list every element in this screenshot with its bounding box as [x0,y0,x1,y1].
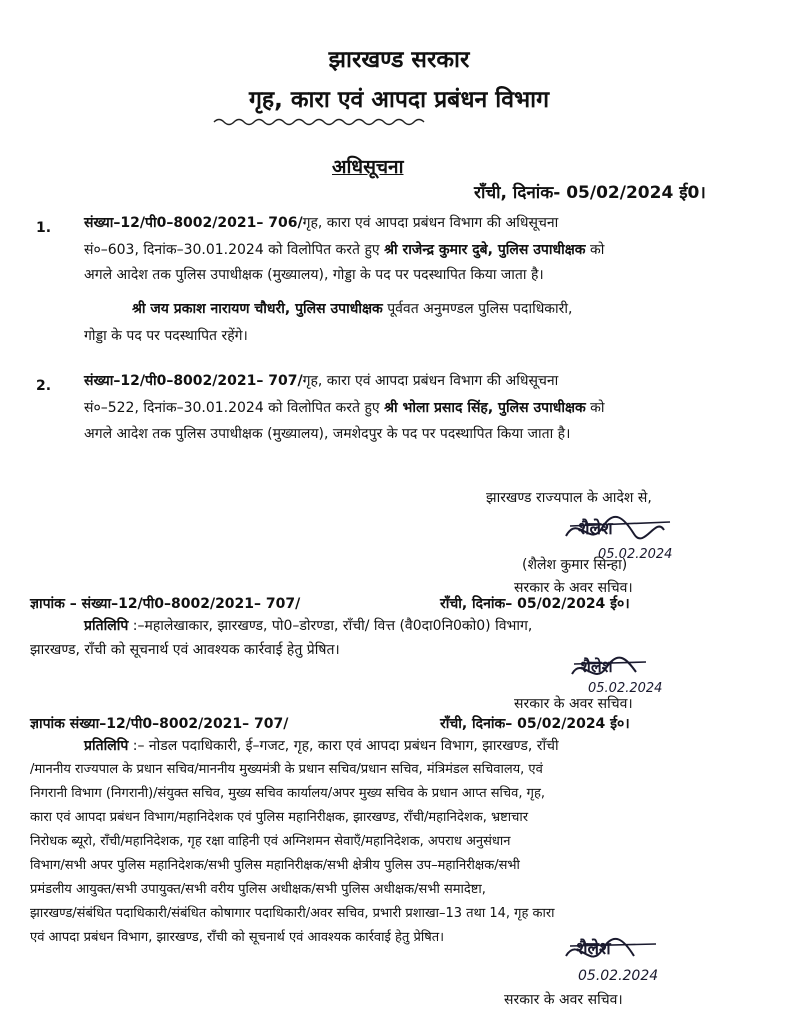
notification-date: राँची, दिनांक- 05/02/2024 ई0। [474,183,706,203]
officer-name: श्री जय प्रकाश नारायण चौधरी, पुलिस उपाधीक्षक [132,301,383,317]
memo-2-line-2: निगरानी विभाग (निगरानी)/संयुक्त सचिव, मुख्य सचिव कार्यालय/अपर मुख्य सचिव के प्रधान आप्त सचिव, गृह, [30,786,545,801]
signature-text: शैलेश [576,939,611,959]
memo-date: राँची, दिनांक– 05/02/2024 ई०। [440,596,630,612]
signature-image [560,930,700,986]
memo-2-line-3: कारा एवं आपदा प्रबंधन विभाग/महानिदेशक एवं पुलिस महानिरीक्षक, झारखण्ड, राँची/महानिदेशक, भ्रष्टाचार [30,810,529,825]
item-ref: संख्या–12/पी0–8002/2021– 706/ [84,215,303,231]
memo-ref: ज्ञापांक – संख्या–12/पी0–8002/2021– 707/ [30,596,301,612]
copy-label: प्रतिलिपि [84,738,129,754]
item-2-line-1: संख्या–12/पी0–8002/2021– 707/गृह, कारा एवं आपदा प्रबंधन विभाग की अधिसूचना [84,373,559,389]
signatory-name: (शैलेश कुमार सिन्हा) [522,557,628,573]
memo-2-line-1: /माननीय राज्यपाल के प्रधान सचिव/माननीय मुख्यमंत्री के प्रधान सचिव/प्रधान सचिव, मंत्रिमंडल सचिवालय, एवं [30,762,543,777]
memo-ref: ज्ञापांक संख्या–12/पी0–8002/2021– 707/ [30,716,289,732]
item-1-sub-line-2: गोड्डा के पद पर पदस्थापित रहेंगे। [84,328,248,344]
memo-2-line-5: विभाग/सभी अपर पुलिस महानिदेशक/सभी पुलिस महानिरीक्षक/सभी क्षेत्रीय पुलिस उप–महानिरीक्षक/सभी [30,858,520,873]
item-2-line-2: सं०–522, दिनांक–30.01.2024 को विलोपित करते हुए श्री भोला प्रसाद सिंह, पुलिस उपाधीक्षक को [84,400,605,416]
item-2-line-3: अगले आदेश तक पुलिस उपाधीक्षक (मुख्यालय), जमशेदपुर के पद पर पदस्थापित किया जाता है। [84,426,571,442]
notification-title: अधिसूचना [332,156,404,178]
memo-1-header [30,592,770,616]
item-1-line-3: अगले आदेश तक पुलिस उपाधीक्षक (मुख्यालय), गोड्डा के पद पर पदस्थापित किया जाता है। [84,267,544,283]
copy-label: प्रतिलिपि [84,618,129,634]
governor-order-line: झारखण्ड राज्यपाल के आदेश से, [486,490,652,506]
item-1-line-1: संख्या–12/पी0–8002/2021– 706/गृह, कारा एवं आपदा प्रबंधन विभाग की अधिसूचना [84,215,559,231]
memo-date: राँची, दिनांक– 05/02/2024 ई०। [440,716,630,732]
memo-2-header [30,712,770,736]
government-heading: झारखण्ड सरकार [328,47,470,73]
department-heading: गृह, कारा एवं आपदा प्रबंधन विभाग [248,87,550,113]
signature-text: शैलेश [580,657,613,676]
item-ref: संख्या–12/पी0–8002/2021– 707/ [84,373,303,389]
signature-date: 05.02.2024 [588,681,663,696]
officer-name: श्री राजेन्द्र कुमार दुबे, पुलिस उपाधीक्षक [384,242,586,258]
memo-1-copy-line-1: प्रतिलिपि :–महालेखाकार, झारखण्ड, पो0–डोरण्डा, राँची/ वित्त (वै0दा0नि0को0) विभाग, [84,618,533,634]
signature-image [560,508,700,560]
signature-text: शैलेश [578,519,613,539]
signature-date: 05.02.2024 [598,547,673,560]
memo-2-designation: सरकार के अवर सचिव। [504,992,623,1008]
item-number: 1. [36,220,52,236]
memo-1-designation: सरकार के अवर सचिव। [514,696,633,712]
item-1-sub-line-1: श्री जय प्रकाश नारायण चौधरी, पुलिस उपाधीक्षक पूर्ववत अनुमण्डल पुलिस पदाधिकारी, [132,301,573,317]
memo-2-line-8: एवं आपदा प्रबंधन विभाग, झारखण्ड, राँची को सूचनार्थ एवं आवश्यक कार्रवाई हेतु प्रेषित। [30,930,445,945]
memo-2-line-6: प्रमंडलीय आयुक्त/सभी उपायुक्त/सभी वरीय पुलिस अधीक्षक/सभी पुलिस अधीक्षक/सभी समादेष्टा, [30,882,486,897]
memo-1-copy-line-2: झारखण्ड, राँची को सूचनार्थ एवं आवश्यक कार्रवाई हेतु प्रेषित। [30,642,340,658]
signature-date: 05.02.2024 [578,968,659,984]
memo-2-line-4: निरोधक ब्यूरो, राँची/महानिदेशक, गृह रक्षा वाहिनी एवं अग्निशमन सेवाएँ/महानिदेशक, अपराध अनुसंधान [30,834,511,849]
signature-image [566,650,696,698]
item-number: 2. [36,378,52,394]
memo-2-line-0: प्रतिलिपि :– नोडल पदाधिकारी, ई–गजट, गृह, कारा एवं आपदा प्रबंधन विभाग, झारखण्ड, राँची [84,738,559,754]
item-1-line-2: सं०–603, दिनांक–30.01.2024 को विलोपित करते हुए श्री राजेन्द्र कुमार दुबे, पुलिस उपाधीक्षक को [84,242,605,258]
memo-2-line-7: झारखण्ड/संबंधित पदाधिकारी/संबंधित कोषागार पदाधिकारी/अवर सचिव, प्रभारी प्रशाखा–13 तथा 14, गृह कारा [30,906,555,921]
heading-underline-ornament [212,116,432,128]
signatory-designation: सरकार के अवर सचिव। [514,580,633,596]
officer-name: श्री भोला प्रसाद सिंह, पुलिस उपाधीक्षक [384,400,586,416]
